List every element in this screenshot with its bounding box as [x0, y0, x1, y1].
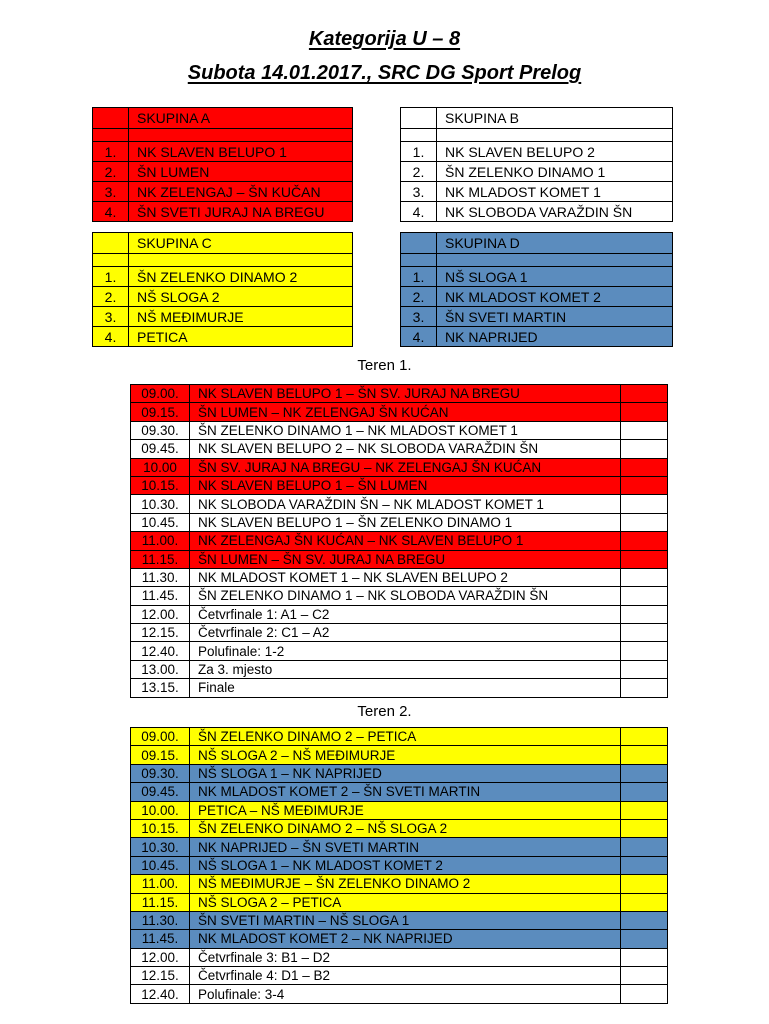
team-number: 2.	[401, 162, 437, 182]
match-time: 12.40.	[131, 642, 190, 660]
result-cell	[621, 875, 668, 893]
team-name: NK ZELENGAJ – ŠN KUČAN	[129, 182, 353, 202]
team-number: 2.	[93, 287, 129, 307]
result-cell	[621, 967, 668, 985]
match-time: 09.45.	[131, 783, 190, 801]
match-time: 09.30.	[131, 764, 190, 782]
result-cell	[621, 660, 668, 678]
teren2-heading: Teren 2.	[357, 703, 412, 720]
schedule-row	[131, 875, 668, 893]
group-team-row	[93, 267, 353, 287]
team-name: ŠN ZELENKO DINAMO 2	[129, 267, 353, 287]
result-cell	[621, 819, 668, 837]
team-number: 2.	[93, 162, 129, 182]
result-cell	[621, 642, 668, 660]
schedule-row	[131, 421, 668, 439]
result-cell	[621, 728, 668, 746]
result-cell	[621, 495, 668, 513]
match-label: ŠN ZELENKO DINAMO 2 – NŠ SLOGA 2	[190, 819, 621, 837]
match-label: Četvrfinale 3: B1 – D2	[190, 948, 621, 966]
match-label: ŠN ZELENKO DINAMO 1 – NK MLADOST KOMET 1	[190, 421, 621, 439]
match-time: 11.45.	[131, 587, 190, 605]
match-time: 12.00.	[131, 605, 190, 623]
group-spacer-row	[93, 254, 353, 267]
schedule-row	[131, 642, 668, 660]
empty-cell	[129, 254, 353, 267]
team-number: 4.	[93, 327, 129, 347]
group-team-row	[401, 162, 673, 182]
team-name: PETICA	[129, 327, 353, 347]
result-cell	[621, 550, 668, 568]
result-cell	[621, 513, 668, 531]
result-cell	[621, 568, 668, 586]
schedule-row	[131, 495, 668, 513]
match-label: NK MLADOST KOMET 1 – NK SLAVEN BELUPO 2	[190, 568, 621, 586]
schedule-row	[131, 911, 668, 929]
result-cell	[621, 893, 668, 911]
match-time: 09.00.	[131, 728, 190, 746]
group-table-a	[92, 107, 353, 222]
page-subtitle-text: Subota 14.01.2017., SRC DG Sport Prelog	[187, 62, 582, 84]
team-name: NŠ SLOGA 2	[129, 287, 353, 307]
match-time: 10.15.	[131, 476, 190, 494]
team-number: 1.	[401, 142, 437, 162]
result-cell	[621, 440, 668, 458]
teren2-schedule-table	[130, 727, 668, 1004]
team-number: 1.	[93, 142, 129, 162]
schedule-row	[131, 385, 668, 403]
result-cell	[621, 605, 668, 623]
schedule-row	[131, 568, 668, 586]
schedule-row	[131, 746, 668, 764]
team-number: 1.	[401, 267, 437, 287]
schedule-row	[131, 856, 668, 874]
group-team-row	[401, 327, 673, 347]
match-time: 12.15.	[131, 967, 190, 985]
match-label: Četvrfinale 2: C1 – A2	[190, 624, 621, 642]
schedule-row	[131, 728, 668, 746]
match-label: NK SLAVEN BELUPO 1 – ŠN LUMEN	[190, 476, 621, 494]
group-team-row	[401, 202, 673, 222]
result-cell	[621, 421, 668, 439]
result-cell	[621, 385, 668, 403]
empty-cell	[437, 254, 673, 267]
match-label: ŠN ZELENKO DINAMO 1 – NK SLOBODA VARAŽDIN ŠN	[190, 587, 621, 605]
team-number: 3.	[93, 307, 129, 327]
match-time: 11.30.	[131, 568, 190, 586]
schedule-row	[131, 624, 668, 642]
team-number: 4.	[401, 327, 437, 347]
match-time: 10.15.	[131, 819, 190, 837]
match-label: Četvrfinale 1: A1 – C2	[190, 605, 621, 623]
result-cell	[621, 911, 668, 929]
match-time: 10.45.	[131, 513, 190, 531]
match-label: Polufinale: 3-4	[190, 985, 621, 1003]
group-team-row	[401, 287, 673, 307]
match-label: NK SLAVEN BELUPO 1 – ŠN ZELENKO DINAMO 1	[190, 513, 621, 531]
page-title	[0, 28, 769, 51]
group-team-row	[401, 182, 673, 202]
match-label: NK NAPRIJED – ŠN SVETI MARTIN	[190, 838, 621, 856]
teren1-schedule-table	[130, 384, 668, 698]
match-label: NK MLADOST KOMET 2 – NK NAPRIJED	[190, 930, 621, 948]
match-time: 11.00.	[131, 532, 190, 550]
empty-cell	[401, 129, 437, 142]
group-title: SKUPINA C	[129, 233, 353, 254]
group-title: SKUPINA D	[437, 233, 673, 254]
match-time: 10.30.	[131, 838, 190, 856]
match-time: 11.00.	[131, 875, 190, 893]
schedule-row	[131, 440, 668, 458]
team-number: 3.	[401, 307, 437, 327]
match-time: 10.30.	[131, 495, 190, 513]
result-cell	[621, 746, 668, 764]
match-time: 11.30.	[131, 911, 190, 929]
team-name: ŠN LUMEN	[129, 162, 353, 182]
match-label: NK SLAVEN BELUPO 2 – NK SLOBODA VARAŽDIN ŠN	[190, 440, 621, 458]
schedule-row	[131, 550, 668, 568]
group-header-row	[401, 108, 673, 129]
group-team-row	[93, 287, 353, 307]
schedule-row	[131, 838, 668, 856]
result-cell	[621, 856, 668, 874]
page-title-text: Kategorija U – 8	[308, 28, 461, 50]
team-name: ŠN SVETI MARTIN	[437, 307, 673, 327]
empty-cell	[93, 233, 129, 254]
match-label: ŠN LUMEN – NK ZELENGAJ ŠN KUĆAN	[190, 403, 621, 421]
match-label: NŠ SLOGA 2 – PETICA	[190, 893, 621, 911]
group-header-row	[401, 233, 673, 254]
match-label: NK SLOBODA VARAŽDIN ŠN – NK MLADOST KOMET 1	[190, 495, 621, 513]
empty-cell	[401, 233, 437, 254]
schedule-row	[131, 893, 668, 911]
match-time: 13.15.	[131, 679, 190, 697]
empty-cell	[401, 108, 437, 129]
match-label: ŠN SV. JURAJ NA BREGU – NK ZELENGAJ ŠN KUĆAN	[190, 458, 621, 476]
match-time: 12.40.	[131, 985, 190, 1003]
match-time: 09.15.	[131, 746, 190, 764]
group-spacer-row	[401, 254, 673, 267]
match-label: NK SLAVEN BELUPO 1 – ŠN SV. JURAJ NA BREGU	[190, 385, 621, 403]
team-number: 4.	[401, 202, 437, 222]
match-label: Za 3. mjesto	[190, 660, 621, 678]
empty-cell	[401, 254, 437, 267]
team-name: NŠ MEĐIMURJE	[129, 307, 353, 327]
schedule-row	[131, 967, 668, 985]
match-label: NK ZELENGAJ ŠN KUĆAN – NK SLAVEN BELUPO 1	[190, 532, 621, 550]
group-team-row	[401, 267, 673, 287]
empty-cell	[437, 129, 673, 142]
team-number: 3.	[93, 182, 129, 202]
team-name: ŠN SVETI JURAJ NA BREGU	[129, 202, 353, 222]
group-header-row	[93, 233, 353, 254]
team-name: NK SLAVEN BELUPO 1	[129, 142, 353, 162]
match-label: PETICA – NŠ MEĐIMURJE	[190, 801, 621, 819]
match-label: NK MLADOST KOMET 2 – ŠN SVETI MARTIN	[190, 783, 621, 801]
match-time: 13.00.	[131, 660, 190, 678]
schedule-row	[131, 801, 668, 819]
group-table-d	[400, 232, 673, 347]
schedule-row	[131, 532, 668, 550]
match-label: Finale	[190, 679, 621, 697]
group-title: SKUPINA B	[437, 108, 673, 129]
schedule-row	[131, 660, 668, 678]
team-number: 4.	[93, 202, 129, 222]
team-name: NK MLADOST KOMET 2	[437, 287, 673, 307]
result-cell	[621, 532, 668, 550]
match-time: 11.15.	[131, 550, 190, 568]
result-cell	[621, 783, 668, 801]
team-name: NK NAPRIJED	[437, 327, 673, 347]
schedule-row	[131, 948, 668, 966]
schedule-row	[131, 819, 668, 837]
team-name: NK MLADOST KOMET 1	[437, 182, 673, 202]
schedule-row	[131, 513, 668, 531]
result-cell	[621, 930, 668, 948]
match-time: 10.00.	[131, 801, 190, 819]
result-cell	[621, 801, 668, 819]
team-number: 2.	[401, 287, 437, 307]
team-number: 1.	[93, 267, 129, 287]
match-time: 12.15.	[131, 624, 190, 642]
result-cell	[621, 624, 668, 642]
schedule-row	[131, 985, 668, 1003]
result-cell	[621, 458, 668, 476]
team-name: NK SLAVEN BELUPO 2	[437, 142, 673, 162]
group-spacer-row	[401, 129, 673, 142]
group-team-row	[401, 307, 673, 327]
match-label: NŠ SLOGA 2 – NŠ MEĐIMURJE	[190, 746, 621, 764]
match-label: ŠN SVETI MARTIN – NŠ SLOGA 1	[190, 911, 621, 929]
group-team-row	[93, 162, 353, 182]
teren1-heading: Teren 1.	[357, 357, 412, 374]
match-time: 11.15.	[131, 893, 190, 911]
match-time: 09.00.	[131, 385, 190, 403]
page-subtitle	[0, 62, 769, 85]
team-name: NŠ SLOGA 1	[437, 267, 673, 287]
group-team-row	[93, 142, 353, 162]
group-team-row	[401, 142, 673, 162]
team-name: NK SLOBODA VARAŽDIN ŠN	[437, 202, 673, 222]
match-time: 09.30.	[131, 421, 190, 439]
match-time: 11.45.	[131, 930, 190, 948]
match-label: NŠ SLOGA 1 – NK MLADOST KOMET 2	[190, 856, 621, 874]
match-label: NŠ MEĐIMURJE – ŠN ZELENKO DINAMO 2	[190, 875, 621, 893]
schedule-row	[131, 605, 668, 623]
match-label: NŠ SLOGA 1 – NK NAPRIJED	[190, 764, 621, 782]
schedule-row	[131, 679, 668, 697]
result-cell	[621, 403, 668, 421]
result-cell	[621, 948, 668, 966]
group-team-row	[93, 327, 353, 347]
team-name: ŠN ZELENKO DINAMO 1	[437, 162, 673, 182]
group-title: SKUPINA A	[129, 108, 353, 129]
match-time: 09.45.	[131, 440, 190, 458]
schedule-row	[131, 783, 668, 801]
empty-cell	[93, 108, 129, 129]
group-header-row	[93, 108, 353, 129]
match-time: 12.00.	[131, 948, 190, 966]
match-label: ŠN ZELENKO DINAMO 2 – PETICA	[190, 728, 621, 746]
match-label: Polufinale: 1-2	[190, 642, 621, 660]
match-label: ŠN LUMEN – ŠN SV. JURAJ NA BREGU	[190, 550, 621, 568]
schedule-row	[131, 476, 668, 494]
schedule-row	[131, 764, 668, 782]
match-time: 10.00	[131, 458, 190, 476]
schedule-row	[131, 458, 668, 476]
match-time: 10.45.	[131, 856, 190, 874]
result-cell	[621, 476, 668, 494]
team-number: 3.	[401, 182, 437, 202]
result-cell	[621, 838, 668, 856]
empty-cell	[129, 129, 353, 142]
schedule-row	[131, 587, 668, 605]
empty-cell	[93, 129, 129, 142]
group-team-row	[93, 182, 353, 202]
group-table-c	[92, 232, 353, 347]
group-table-b	[400, 107, 673, 222]
group-team-row	[93, 307, 353, 327]
result-cell	[621, 985, 668, 1003]
result-cell	[621, 587, 668, 605]
group-team-row	[93, 202, 353, 222]
match-label: Četvrfinale 4: D1 – B2	[190, 967, 621, 985]
result-cell	[621, 679, 668, 697]
result-cell	[621, 764, 668, 782]
group-spacer-row	[93, 129, 353, 142]
empty-cell	[93, 254, 129, 267]
schedule-row	[131, 403, 668, 421]
schedule-row	[131, 930, 668, 948]
match-time: 09.15.	[131, 403, 190, 421]
